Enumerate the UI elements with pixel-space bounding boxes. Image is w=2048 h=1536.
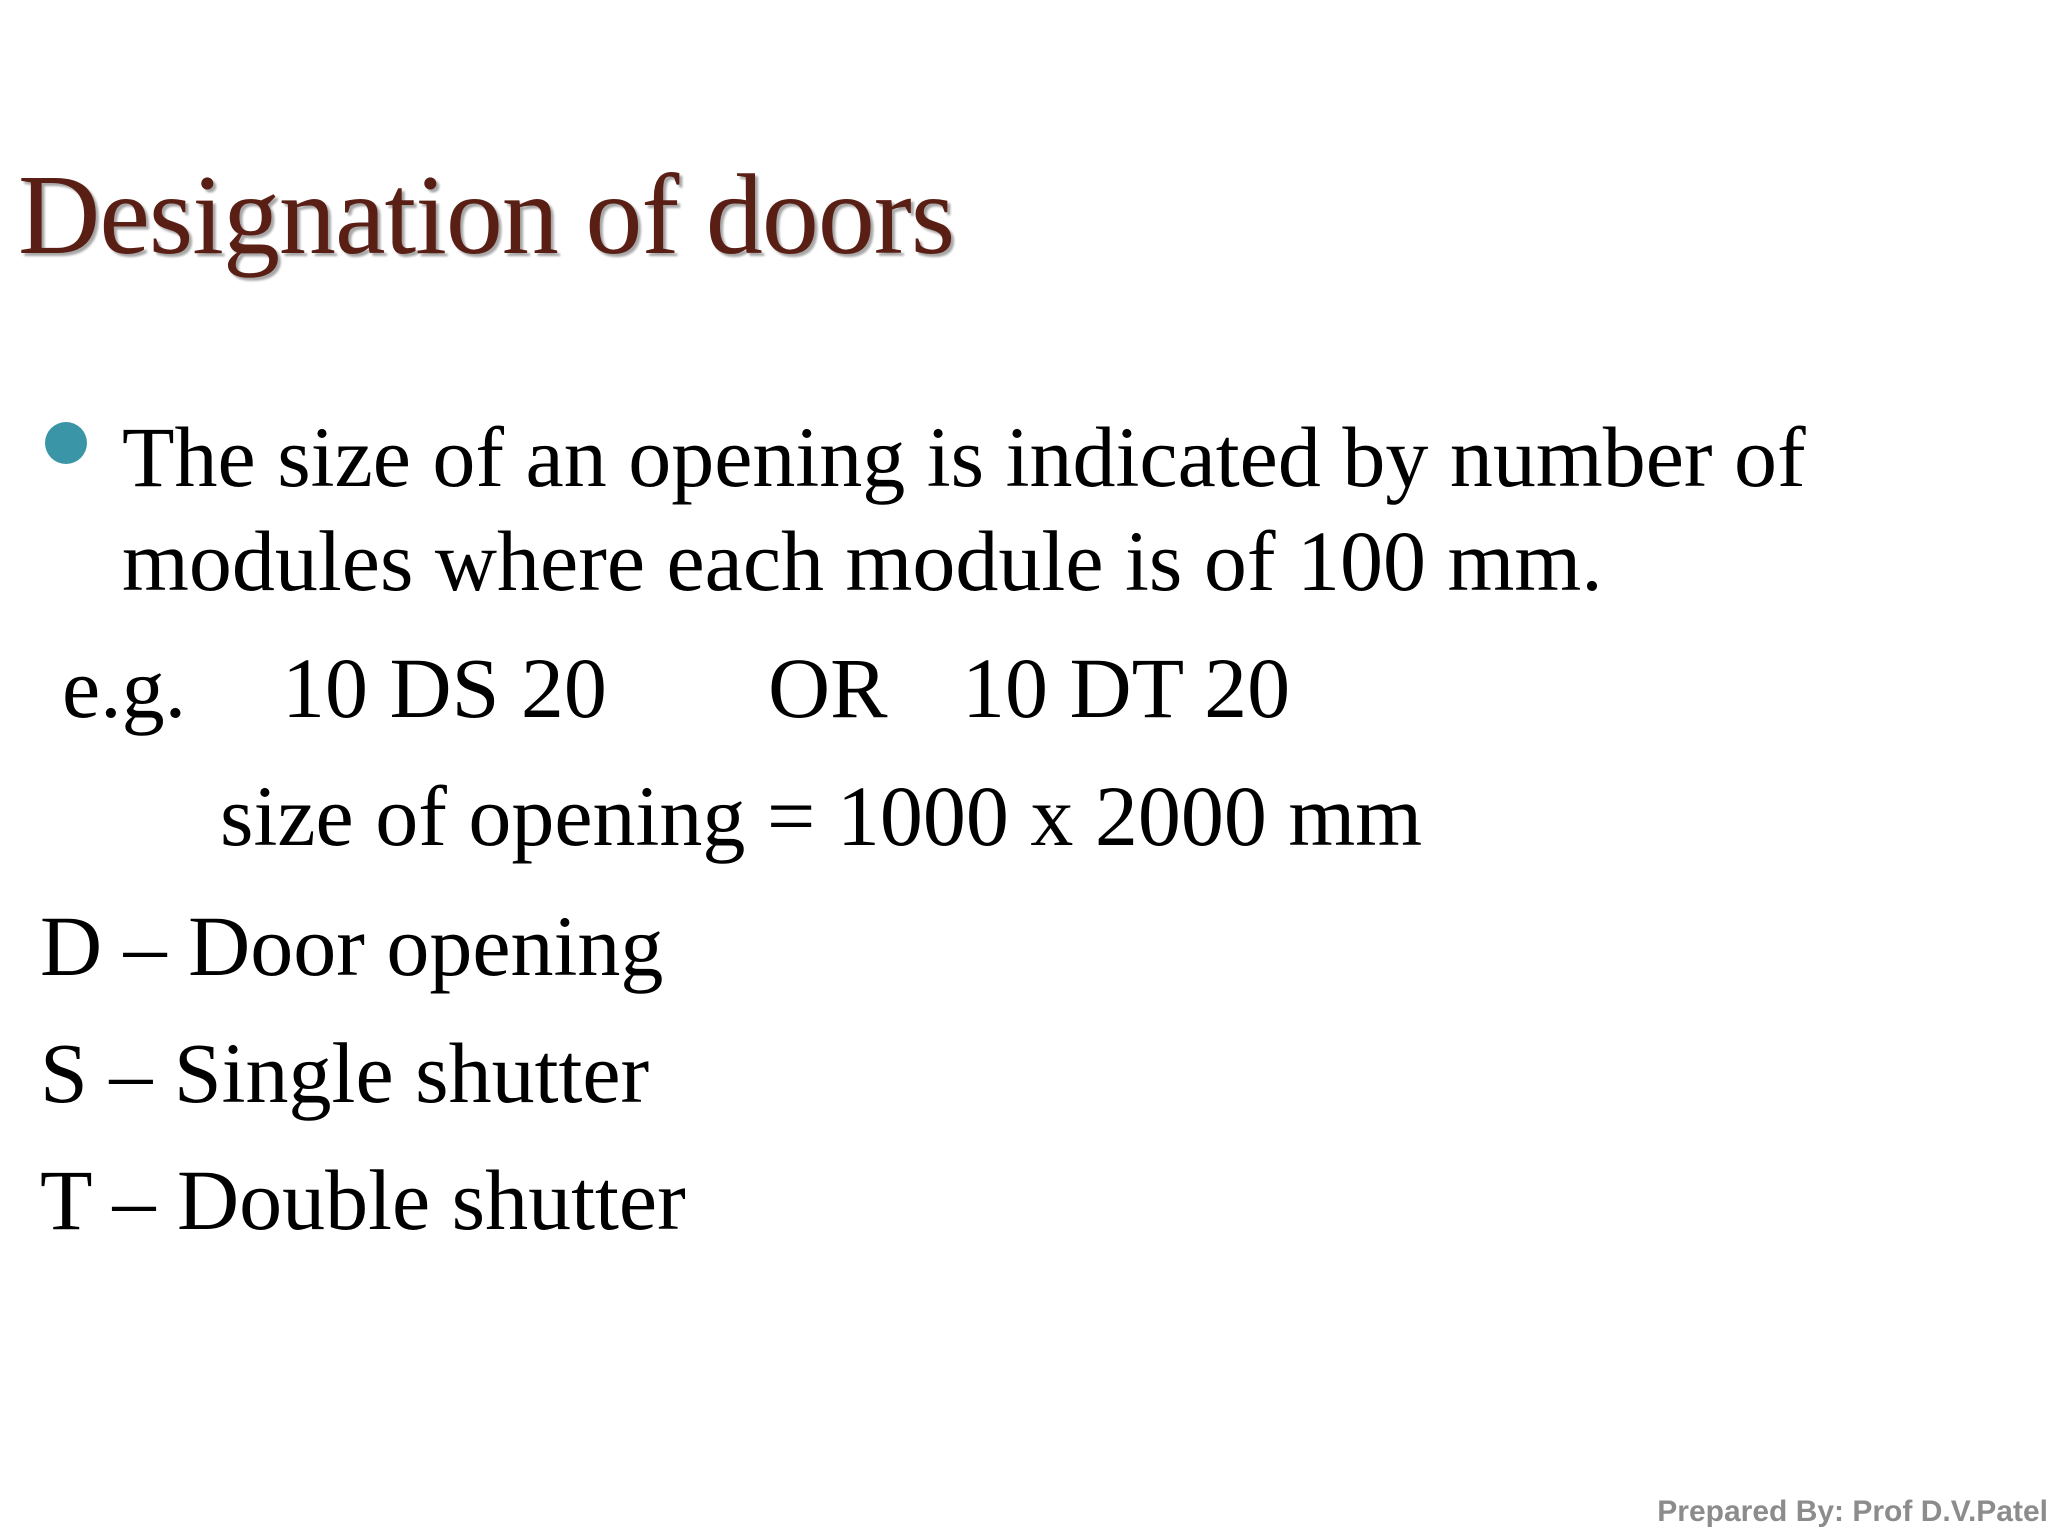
bullet-dot-icon bbox=[45, 422, 87, 464]
example-code-double: 10 DT 20 bbox=[962, 640, 1291, 736]
slide-title: Designation of doors bbox=[18, 151, 955, 278]
footer-credit: Prepared By: Prof D.V.Patel bbox=[1657, 1495, 2048, 1528]
legend-item-door: D – Door opening bbox=[40, 898, 664, 994]
example-code-single: 10 DS 20 bbox=[282, 640, 607, 736]
bullet-text: The size of an opening is indicated by number of modules where each module is of 100 mm. bbox=[122, 409, 1806, 609]
example-separator: OR bbox=[768, 640, 888, 736]
legend-item-single: S – Single shutter bbox=[40, 1025, 650, 1121]
size-of-opening: size of opening = 1000 x 2000 mm bbox=[220, 768, 1423, 864]
example-label: e.g. bbox=[62, 640, 187, 736]
legend-item-double: T – Double shutter bbox=[40, 1152, 686, 1248]
